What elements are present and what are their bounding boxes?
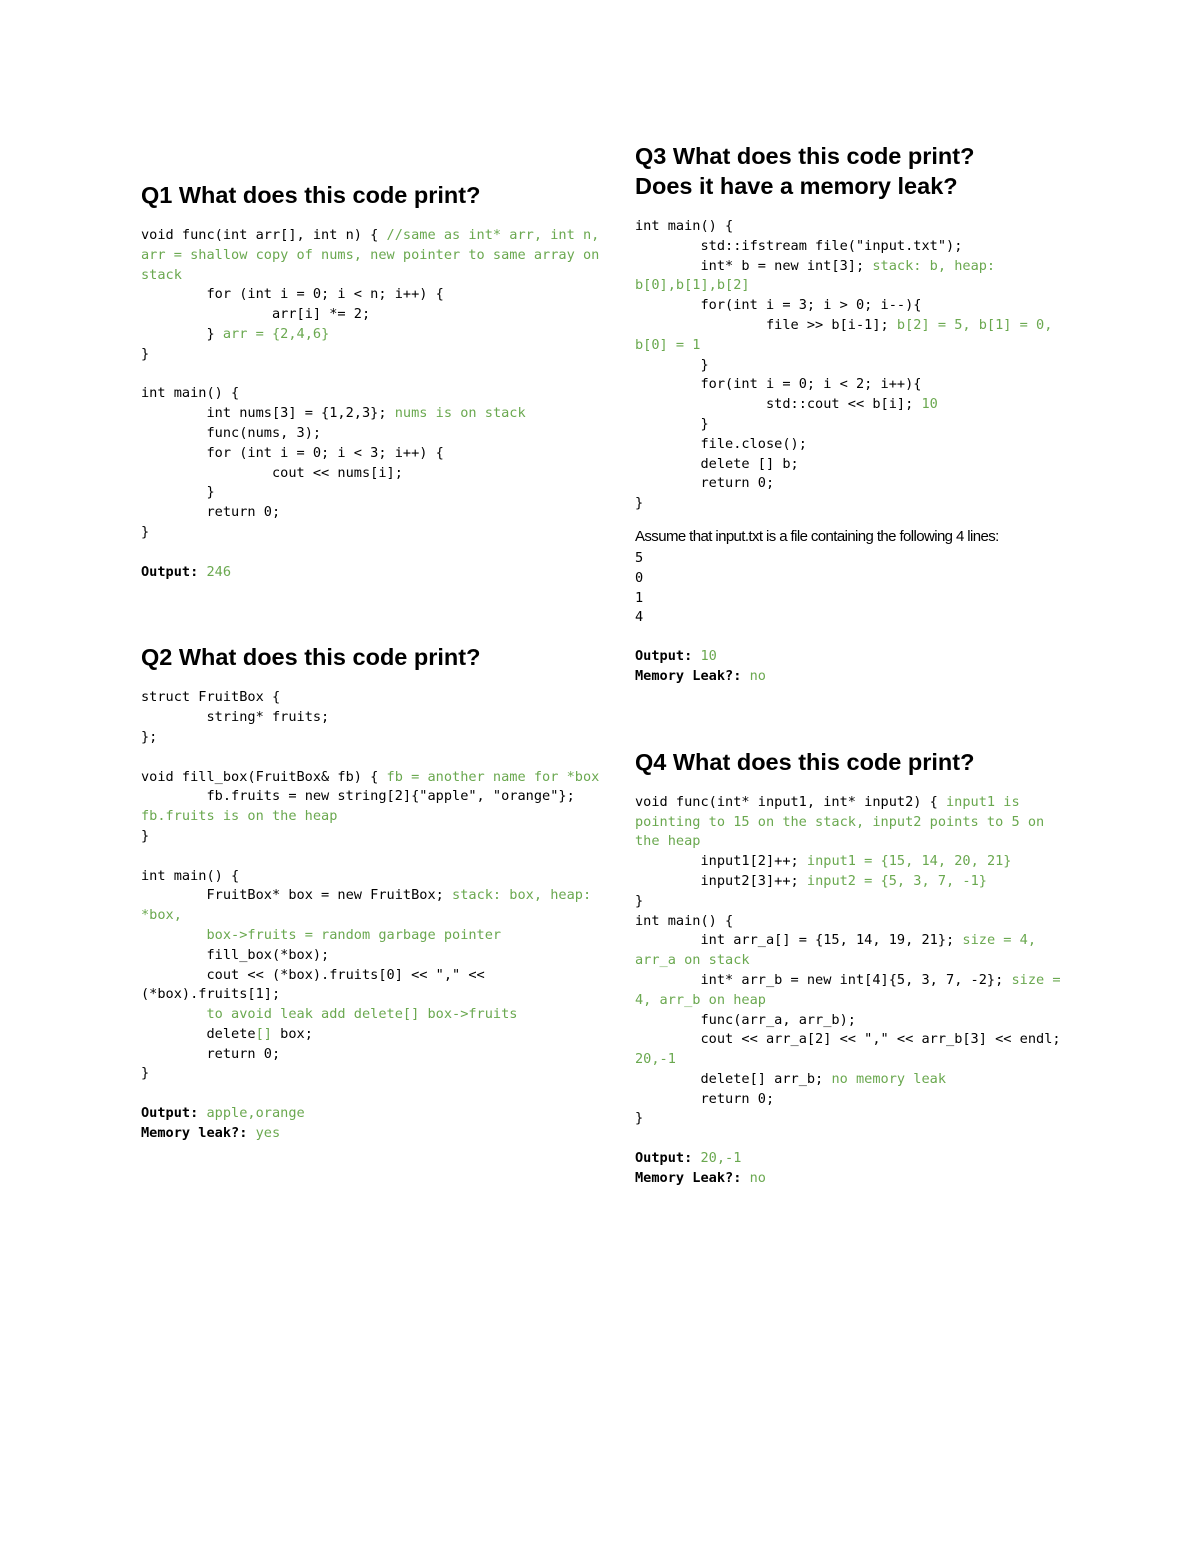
q2-line: void fill_box(FruitBox& fb) {	[141, 768, 387, 785]
q3-code	[635, 217, 1065, 514]
q3-comment: stack: b, heap: b[0],b[1],b[2]	[635, 257, 1004, 294]
q2-comment: fb.fruits is on the heap	[141, 808, 338, 825]
q3-line: }	[635, 415, 709, 432]
q2-line-clipped: fb.fruits = new string[2]{"apple", "orange"};	[141, 788, 575, 805]
q2-comment: stack: box, heap: *box,	[141, 887, 600, 924]
q3-line: std::cout << b[i];	[635, 396, 922, 413]
q3-title-line-1: Q3 What does this code print?	[635, 143, 975, 169]
q1-output-label: Output:	[141, 563, 207, 580]
question-2	[141, 642, 601, 1143]
q3-line: file.close();	[635, 435, 807, 452]
q1-line: func(nums, 3);	[141, 424, 322, 441]
q3-line: return 0;	[635, 475, 775, 492]
q4-line: return 0;	[635, 1090, 775, 1107]
q3-comment: 10	[921, 396, 938, 413]
q4-line: int arr_a[] = {15, 14, 19, 21};	[635, 932, 963, 949]
q3-answers	[635, 647, 1065, 687]
q4-output-label: Output:	[635, 1150, 701, 1167]
q1-line: }	[141, 523, 150, 540]
q4-code	[635, 793, 1069, 1189]
q4-line: input2[3]++;	[635, 872, 807, 889]
q4-line: void func(int* input1, int* input2) {	[635, 793, 946, 810]
q4-line: func(arr_a, arr_b);	[635, 1011, 856, 1028]
q2-line: FruitBox* box = new FruitBox;	[141, 887, 453, 904]
q2-leak-value: yes	[255, 1124, 281, 1141]
q3-line: delete [] b;	[635, 455, 799, 472]
q4-comment: input2 = {5, 3, 7, -1}	[806, 872, 987, 889]
q1-output-value: 246	[206, 563, 232, 580]
question-1	[141, 180, 601, 582]
q3-title-line-2: Does it have a memory leak?	[635, 173, 958, 199]
q4-line: }	[635, 892, 644, 909]
q2-comment: to avoid leak add delete[] box->fruits	[141, 1006, 518, 1023]
q2-line: fill_box(*box);	[141, 946, 330, 963]
q4-title: Q4 What does this code print?	[635, 748, 975, 775]
q4-line: delete[] arr_b;	[635, 1070, 832, 1087]
q3-output-value: 10	[700, 648, 717, 665]
q1-line: }	[141, 345, 150, 362]
q2-line: }	[141, 827, 150, 844]
q2-line: return 0;	[141, 1045, 281, 1062]
q3-line: }	[635, 495, 644, 512]
q4-comment: input1 = {15, 14, 20, 21}	[806, 853, 1012, 870]
q2-line: int main() {	[141, 867, 240, 884]
q1-line: for (int i = 0; i < n; i++) {	[141, 286, 444, 303]
q2-comment: box->fruits = random garbage pointer	[141, 926, 502, 943]
q3-line: std::ifstream file("input.txt");	[635, 237, 963, 254]
q2-line: string* fruits;	[141, 709, 330, 726]
q4-line: input1[2]++;	[635, 853, 807, 870]
q4-leak-label: Memory Leak?:	[635, 1169, 750, 1186]
q2-comment: fb = another name for *box	[386, 768, 600, 785]
q3-comment: b[2] = 5, b[1] = 0, b[0] = 1	[635, 316, 1061, 353]
q1-line: int nums[3] = {1,2,3};	[141, 405, 395, 422]
q1-line: return 0;	[141, 504, 281, 521]
q2-comment: []	[255, 1025, 272, 1042]
left-column	[141, 180, 601, 1144]
q4-comment: input1 is pointing to 15 on the stack, input2 points to 5 on the heap	[635, 793, 1053, 850]
q3-assumption: Assume that input.txt is a file containing the following 4 lines:	[635, 527, 999, 545]
q3-line: int main() {	[635, 218, 734, 234]
q3-title	[635, 141, 1065, 201]
right-column	[635, 141, 1069, 1189]
q2-line: }	[141, 1065, 150, 1082]
q1-comment: nums is on stack	[394, 405, 526, 422]
q2-line: box;	[271, 1025, 313, 1042]
question-3	[635, 141, 1065, 687]
q3-file-lines: 5 0 1 4	[635, 549, 644, 626]
q4-output-value: 20,-1	[700, 1150, 742, 1167]
q2-output-label: Output:	[141, 1105, 207, 1122]
question-4	[635, 747, 1069, 1189]
q2-leak-label: Memory leak?:	[141, 1124, 256, 1141]
q3-line: for(int i = 3; i > 0; i--){	[635, 297, 922, 314]
q1-line: cout << nums[i];	[141, 464, 403, 481]
q3-line: for(int i = 0; i < 2; i++){	[635, 376, 922, 393]
q4-line: int* arr_b = new int[4]{5, 3, 7, -2};	[635, 971, 1012, 988]
q1-title: Q1 What does this code print?	[141, 182, 481, 208]
q2-line: };	[141, 728, 158, 745]
q4-line: int main() {	[635, 912, 734, 929]
q2-line: struct FruitBox {	[141, 689, 281, 706]
q4-line: cout << arr_a[2] << "," << arr_b[3] << endl;	[635, 1031, 1069, 1048]
q1-code	[141, 226, 601, 582]
q1-line: int main() {	[141, 385, 240, 402]
q4-comment: 20,-1	[635, 1051, 676, 1068]
q1-line: arr[i] *= 2;	[141, 306, 371, 323]
q3-leak-value: no	[749, 667, 766, 684]
q2-line: delete	[141, 1025, 256, 1042]
q4-comment: size = 4, arr_a on stack	[635, 932, 1045, 969]
q3-line: int* b = new int[3];	[635, 257, 873, 274]
q1-line: }	[141, 325, 223, 342]
q1-comment: //same as int* arr, int n, arr = shallow copy of nums, new pointer to same array on stack	[141, 227, 600, 283]
q2-code	[141, 688, 601, 1143]
q1-line: void func(int arr[], int n) {	[141, 227, 387, 243]
q2-output-value: apple,orange	[206, 1105, 305, 1122]
q1-comment: arr = {2,4,6}	[222, 325, 330, 342]
q2-line: cout << (*box).fruits[0] << "," << (*box).fruits[1];	[141, 966, 493, 1003]
q3-line: file >> b[i-1];	[635, 316, 897, 333]
q4-leak-value: no	[749, 1169, 766, 1186]
q3-output-label: Output:	[635, 648, 701, 665]
q4-line: }	[635, 1110, 644, 1127]
q1-line: for (int i = 0; i < 3; i++) {	[141, 444, 444, 461]
q4-comment: no memory leak	[831, 1070, 947, 1087]
q3-line: }	[635, 356, 709, 373]
q4-comment: size = 4, arr_b on heap	[635, 971, 1069, 1008]
q1-line: }	[141, 484, 215, 501]
q2-title: Q2 What does this code print?	[141, 644, 481, 671]
q3-leak-label: Memory Leak?:	[635, 667, 750, 684]
